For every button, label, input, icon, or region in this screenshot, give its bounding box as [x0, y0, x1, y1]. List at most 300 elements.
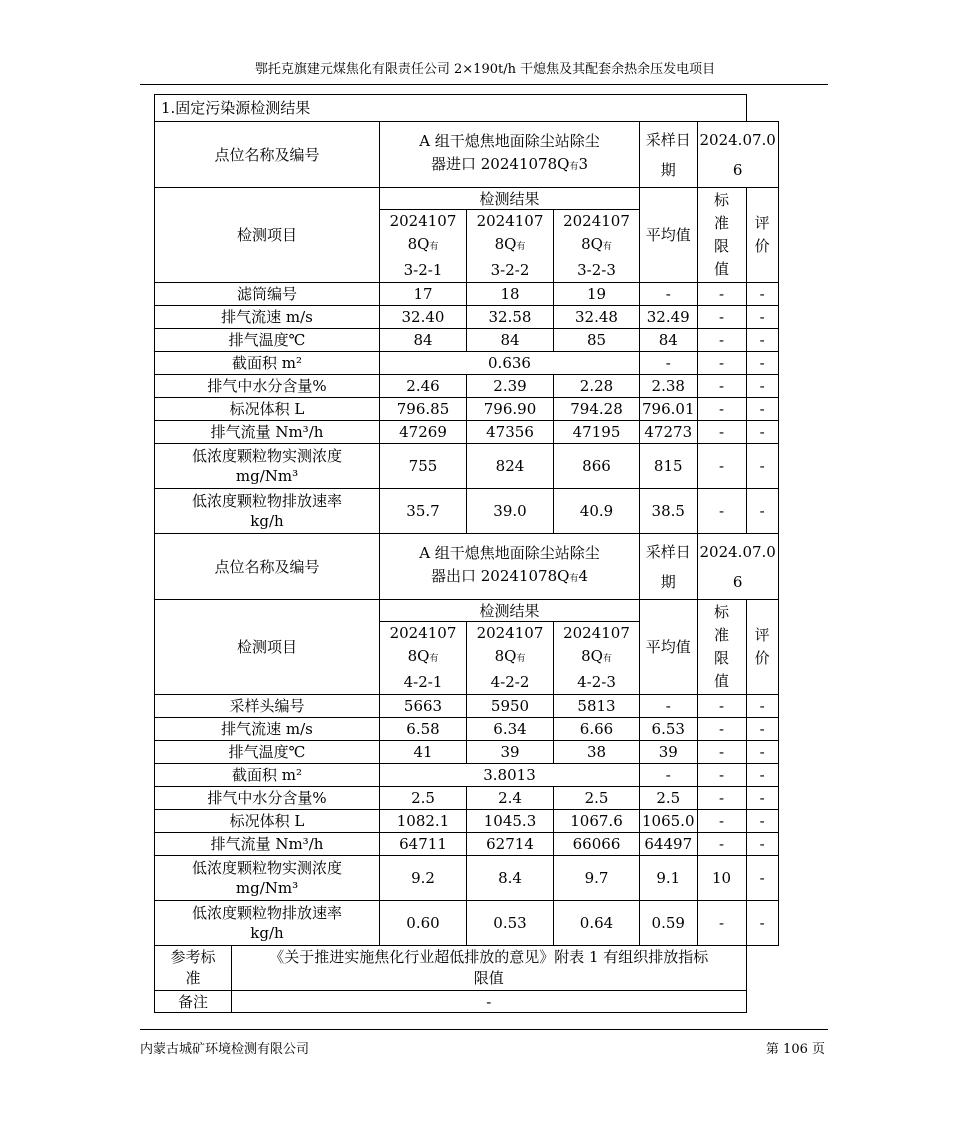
evaluation-value-text: -: [759, 377, 765, 395]
result-value: [554, 283, 640, 306]
average-value: [640, 901, 698, 946]
header-divider: [140, 84, 828, 85]
standard-limit-value: [697, 741, 746, 764]
evaluation-value-text: -: [759, 743, 765, 761]
evaluation-value: [746, 695, 778, 718]
remark-value: [232, 991, 747, 1013]
result-value-text: 8.4: [498, 869, 522, 887]
row-parameter-name: [155, 489, 380, 534]
average-value: [640, 306, 698, 329]
table-row: [155, 489, 779, 534]
parameter-name: 排气流量 Nm³/h: [210, 423, 324, 441]
table-row: [155, 901, 779, 946]
results-label: [380, 600, 640, 622]
average-value: [640, 444, 698, 489]
parameter-name: 排气流量 Nm³/h: [210, 835, 324, 853]
result-value-text: 6.66: [579, 720, 614, 738]
average-value: [640, 375, 698, 398]
result-value-text: 9.7: [584, 869, 609, 887]
footer-divider: [140, 1029, 828, 1030]
subscript-you: 有: [602, 242, 612, 252]
average-value: [640, 489, 698, 534]
result-value-text: 6.34: [493, 720, 527, 738]
result-value-text: 2.4: [498, 789, 522, 807]
average-value-text: 6.53: [651, 720, 685, 738]
item-label: [155, 600, 380, 695]
point-name-label-text: 点位名称及编号: [214, 557, 320, 576]
subscript-you: 有: [569, 574, 579, 584]
standard-limit-value: [697, 375, 746, 398]
result-value-text: 796.85: [396, 400, 450, 418]
standard-limit-value: [697, 352, 746, 375]
result-value: [467, 787, 554, 810]
result-value: [554, 306, 640, 329]
merged-value: 3.8013: [483, 766, 536, 784]
subscript-you: 有: [569, 162, 579, 172]
point-name-label: [155, 122, 380, 188]
result-value: [380, 741, 467, 764]
evaluation-value: [746, 833, 778, 856]
point-name-line1: A 组干熄焦地面除尘站除尘: [419, 132, 600, 150]
result-value-text: 18: [500, 285, 520, 303]
sample-id-line1: 2024107: [476, 212, 544, 230]
sample-id: [380, 210, 467, 283]
sample-id: [467, 622, 554, 695]
result-value: [554, 810, 640, 833]
row-parameter-name: [155, 352, 380, 375]
result-value: [554, 833, 640, 856]
result-value-text: 38: [586, 743, 607, 761]
result-value-text: 85: [586, 331, 607, 349]
standard-limit-value: [697, 489, 746, 534]
row-parameter-name: [155, 833, 380, 856]
sample-id-line2: 8Q: [494, 235, 517, 253]
result-value-text: 39.0: [493, 502, 527, 520]
result-value-text: 47195: [572, 423, 621, 441]
result-value: [380, 444, 467, 489]
evaluation-label: [746, 188, 778, 283]
block1-header-row: [155, 188, 779, 210]
result-value: [380, 398, 467, 421]
result-value: [380, 856, 467, 901]
result-value-text: 40.9: [579, 502, 614, 520]
evaluation-value: [746, 764, 778, 787]
standard-limit-value-text: 10: [711, 869, 732, 887]
sample-date-label: [640, 122, 698, 188]
standard-limit-value-text: -: [718, 308, 725, 326]
row-parameter-name: [155, 787, 380, 810]
table-row: [155, 352, 779, 375]
result-value-text: 755: [408, 457, 438, 475]
point-name-label: [155, 534, 380, 600]
standard-limit-label: [697, 188, 746, 283]
subscript-you: 有: [429, 654, 439, 664]
result-value: [467, 489, 554, 534]
standard-limit-value-text: -: [718, 400, 725, 418]
point-name-line1: A 组干熄焦地面除尘站除尘: [419, 544, 600, 562]
merged-value: 0.636: [488, 354, 531, 372]
result-value-text: 2.28: [579, 377, 614, 395]
standard-limit-value-text: -: [718, 377, 725, 395]
result-value-text: 47269: [399, 423, 447, 441]
parameter-name: 标况体积 L: [229, 812, 305, 830]
row-parameter-name: [155, 856, 380, 901]
sample-id-line1: 2024107: [563, 212, 630, 230]
standard-limit-value: [697, 421, 746, 444]
result-value-text: 796.90: [483, 400, 537, 418]
result-value-text: 32.58: [488, 308, 532, 326]
result-value-text: 6.58: [406, 720, 440, 738]
remark-row: [155, 991, 779, 1013]
item-label-text: 检测项目: [236, 226, 297, 244]
standard-limit-char: 准: [714, 214, 730, 232]
row-parameter-name: [155, 810, 380, 833]
average-value-text: 2.5: [656, 789, 681, 807]
average-value: [640, 398, 698, 421]
result-value: [467, 695, 554, 718]
result-value: [467, 444, 554, 489]
result-value: [467, 741, 554, 764]
result-value-text: 66066: [572, 835, 621, 853]
result-value: [467, 901, 554, 946]
reference-standard-row: [155, 946, 779, 991]
result-value-text: 5663: [403, 697, 443, 715]
sample-id-line3: 4-2-3: [577, 673, 616, 691]
reference-standard-value: [232, 946, 747, 991]
average-value-text: -: [665, 354, 671, 372]
table-row: [155, 375, 779, 398]
standard-limit-value: [697, 695, 746, 718]
result-value: [380, 810, 467, 833]
point-name-suffix: 4: [578, 567, 588, 585]
table-row: [155, 306, 779, 329]
result-value-text: 35.7: [406, 502, 440, 520]
average-value: [640, 352, 698, 375]
result-value: [554, 398, 640, 421]
evaluation-value: [746, 901, 778, 946]
standard-limit-value-text: -: [718, 354, 725, 372]
result-value: [554, 856, 640, 901]
average-value: [640, 741, 698, 764]
evaluation-value-text: -: [759, 697, 765, 715]
standard-limit-value: [697, 810, 746, 833]
standard-limit-value: [697, 833, 746, 856]
evaluation-value: [746, 444, 778, 489]
item-label: [155, 188, 380, 283]
block1-point-row: [155, 122, 779, 188]
point-name-value: [380, 122, 640, 188]
results-label-text: 检测结果: [479, 189, 540, 208]
average-label: [640, 600, 698, 695]
standard-limit-value-text: -: [718, 812, 725, 830]
table-row: [155, 741, 779, 764]
evaluation-char: 价: [754, 649, 770, 667]
result-value: [467, 329, 554, 352]
parameter-name: 低浓度颗粒物排放速率: [191, 904, 342, 922]
sample-id-line3: 3-2-2: [490, 261, 530, 279]
evaluation-value-text: -: [759, 400, 765, 418]
evaluation-value: [746, 283, 778, 306]
evaluation-value: [746, 810, 778, 833]
sample-date-line2: 6: [732, 160, 743, 179]
average-label-text: 平均值: [645, 638, 691, 656]
standard-limit-value: [697, 283, 746, 306]
average-value: [640, 833, 698, 856]
result-value: [554, 718, 640, 741]
result-value-text: 0.53: [493, 914, 527, 932]
average-value-text: 39: [658, 743, 678, 761]
table-row: [155, 421, 779, 444]
evaluation-value-text: -: [759, 423, 765, 441]
result-value: [380, 306, 467, 329]
evaluation-value-text: -: [759, 789, 765, 807]
subscript-you: 有: [516, 654, 526, 664]
standard-limit-value: [697, 856, 746, 901]
evaluation-value: [746, 398, 778, 421]
standard-limit-value: [697, 329, 746, 352]
average-value-text: -: [665, 697, 671, 715]
point-name-suffix: 3: [578, 155, 588, 173]
result-value-text: 84: [413, 331, 433, 349]
table-row: [155, 398, 779, 421]
average-value-text: 64497: [644, 835, 693, 853]
sample-date-label: [640, 534, 698, 600]
result-value-text: 2.5: [411, 789, 435, 807]
average-value: [640, 329, 698, 352]
result-value: [554, 375, 640, 398]
result-value-text: 1082.1: [396, 812, 450, 830]
sample-date-label-line2: 期: [660, 160, 676, 179]
result-value-text: 84: [500, 331, 520, 349]
result-value-text: 9.2: [411, 869, 435, 887]
sample-id-line1: 2024107: [389, 624, 457, 642]
result-value-text: 0.60: [406, 914, 440, 932]
table-row: [155, 444, 779, 489]
result-value: [467, 810, 554, 833]
result-value-text: 2.39: [493, 377, 527, 395]
table-row: [155, 718, 779, 741]
evaluation-value: [746, 718, 778, 741]
parameter-name: 标况体积 L: [229, 400, 305, 418]
standard-limit-value-text: -: [718, 720, 725, 738]
result-value: [554, 421, 640, 444]
table-row: [155, 810, 779, 833]
standard-limit-char: 限: [714, 237, 730, 255]
sample-id-line2: 8Q: [407, 235, 430, 253]
row-parameter-name: [155, 329, 380, 352]
result-value: [380, 375, 467, 398]
result-value: [467, 833, 554, 856]
result-value-text: 64711: [399, 835, 447, 853]
average-value: [640, 283, 698, 306]
evaluation-value-text: -: [759, 308, 765, 326]
standard-limit-value-text: -: [718, 789, 725, 807]
standard-limit-value: [697, 787, 746, 810]
row-parameter-name: [155, 444, 380, 489]
result-value-text: 19: [586, 285, 607, 303]
sample-id-line3: 3-2-1: [403, 261, 443, 279]
evaluation-value: [746, 489, 778, 534]
results-label-text: 检测结果: [479, 601, 540, 620]
average-value-text: 84: [658, 331, 678, 349]
parameter-name: 排气流速 m/s: [221, 720, 313, 738]
result-value-text: 32.40: [401, 308, 445, 326]
sample-date-value: [697, 534, 778, 600]
result-value: [380, 489, 467, 534]
result-value-text: 2.5: [584, 789, 609, 807]
result-value-text: 47356: [486, 423, 534, 441]
row-parameter-name: [155, 741, 380, 764]
result-value-text: 17: [413, 285, 433, 303]
merged-result-value: [380, 764, 640, 787]
row-parameter-name: [155, 718, 380, 741]
average-value: [640, 718, 698, 741]
parameter-name: 截面积 m²: [231, 766, 302, 784]
row-parameter-name: [155, 306, 380, 329]
sample-date-line1: 2024.07.0: [699, 130, 776, 149]
result-value: [467, 375, 554, 398]
standard-limit-value-text: -: [718, 766, 725, 784]
result-value-text: 5813: [577, 697, 616, 715]
evaluation-value-text: -: [759, 720, 765, 738]
table-row: [155, 856, 779, 901]
standard-limit-value: [697, 306, 746, 329]
standard-limit-value: [697, 718, 746, 741]
sample-id: [467, 210, 554, 283]
evaluation-value: [746, 421, 778, 444]
result-value: [467, 856, 554, 901]
row-parameter-name: [155, 695, 380, 718]
reference-label-line1: 参考标: [170, 948, 216, 966]
standard-limit-value-text: -: [718, 743, 725, 761]
sample-id: [554, 210, 640, 283]
row-parameter-name: [155, 375, 380, 398]
sample-id-line3: 3-2-3: [577, 261, 616, 279]
average-value: [640, 764, 698, 787]
standard-limit-value-text: -: [718, 835, 725, 853]
subscript-you: 有: [602, 654, 612, 664]
result-value: [380, 718, 467, 741]
point-name-label-text: 点位名称及编号: [214, 145, 320, 164]
remark-label-text: 备注: [177, 992, 208, 1011]
result-value: [467, 283, 554, 306]
evaluation-value-text: -: [759, 914, 765, 932]
standard-limit-value-text: -: [718, 914, 725, 932]
standard-limit-label: [697, 600, 746, 695]
average-value-text: 796.01: [642, 400, 695, 418]
point-name-value: [380, 534, 640, 600]
subscript-you: 有: [429, 242, 439, 252]
row-parameter-name: [155, 764, 380, 787]
average-value-text: 815: [653, 457, 683, 475]
result-value: [380, 421, 467, 444]
average-value: [640, 421, 698, 444]
point-name-line2: 器进口 20241078Q: [431, 155, 570, 173]
parameter-name: 排气温度℃: [228, 331, 306, 349]
sample-id-line1: 2024107: [389, 212, 457, 230]
result-value-text: 5950: [490, 697, 530, 715]
sample-date-label-line1: 采样日: [645, 542, 691, 561]
standard-limit-value: [697, 444, 746, 489]
table-row: [155, 695, 779, 718]
evaluation-value-text: -: [759, 869, 765, 887]
average-value-text: 1065.0: [642, 812, 695, 830]
reference-label-line2: 准: [185, 969, 201, 987]
sample-date-label-line2: 期: [660, 572, 676, 591]
evaluation-value-text: -: [759, 457, 765, 475]
footer-page-number: 第 106 页: [765, 1042, 825, 1057]
sample-id-line2: 8Q: [494, 647, 517, 665]
average-value-text: 47273: [644, 423, 693, 441]
result-value: [380, 329, 467, 352]
standard-limit-value-text: -: [718, 697, 725, 715]
average-label: [640, 188, 698, 283]
sample-id-line2: 8Q: [407, 647, 430, 665]
average-value-text: -: [665, 766, 671, 784]
block2-header-row: [155, 600, 779, 622]
sample-id-line1: 2024107: [563, 624, 630, 642]
evaluation-label: [746, 600, 778, 695]
parameter-name: 采样头编号: [229, 697, 305, 715]
table-row: [155, 283, 779, 306]
table-row: [155, 833, 779, 856]
row-parameter-name: [155, 398, 380, 421]
sample-id-line2: 8Q: [581, 647, 603, 665]
remark-value-text: -: [486, 992, 492, 1011]
evaluation-value: [746, 306, 778, 329]
average-label-text: 平均值: [645, 226, 691, 244]
sample-id-line2: 8Q: [581, 235, 603, 253]
standard-limit-char: 值: [714, 672, 730, 690]
evaluation-value: [746, 375, 778, 398]
row-parameter-name: [155, 421, 380, 444]
average-value: [640, 856, 698, 901]
result-value: [467, 421, 554, 444]
standard-limit-value-text: -: [718, 502, 725, 520]
evaluation-value: [746, 856, 778, 901]
sample-date-value: [697, 122, 778, 188]
document-header-title: 鄂托克旗建元煤焦化有限责任公司 2×190t/h 干熄焦及其配套余热余压发电项目: [254, 62, 716, 77]
parameter-name: 排气中水分含量%: [207, 377, 327, 395]
result-value: [554, 741, 640, 764]
sample-id: [554, 622, 640, 695]
standard-limit-value: [697, 901, 746, 946]
sample-date-line2: 6: [732, 572, 743, 591]
sample-id-line3: 4-2-2: [490, 673, 530, 691]
standard-limit-value-text: -: [718, 331, 725, 349]
parameter-name: 排气流速 m/s: [221, 308, 313, 326]
standard-limit-value-text: -: [718, 423, 725, 441]
parameter-name: 滤筒编号: [236, 285, 297, 303]
evaluation-value-text: -: [759, 502, 765, 520]
result-value-text: 1045.3: [483, 812, 537, 830]
standard-limit-value: [697, 398, 746, 421]
parameter-unit: mg/Nm³: [235, 467, 299, 485]
reference-line1: 《关于推进实施焦化行业超低排放的意见》附表 1 有组织排放指标: [269, 948, 709, 966]
result-value-text: 794.28: [570, 400, 623, 418]
footer-company: 内蒙古城矿环境检测有限公司: [140, 1042, 310, 1057]
sample-date-line1: 2024.07.0: [699, 542, 776, 561]
average-value-text: 0.59: [651, 914, 685, 932]
evaluation-char: 价: [754, 237, 770, 255]
table-row: [155, 787, 779, 810]
standard-limit-char: 标: [714, 603, 730, 621]
parameter-name: 低浓度颗粒物排放速率: [191, 492, 342, 510]
average-value-text: 9.1: [656, 869, 681, 887]
row-parameter-name: [155, 283, 380, 306]
result-value-text: 62714: [486, 835, 534, 853]
result-value: [467, 398, 554, 421]
